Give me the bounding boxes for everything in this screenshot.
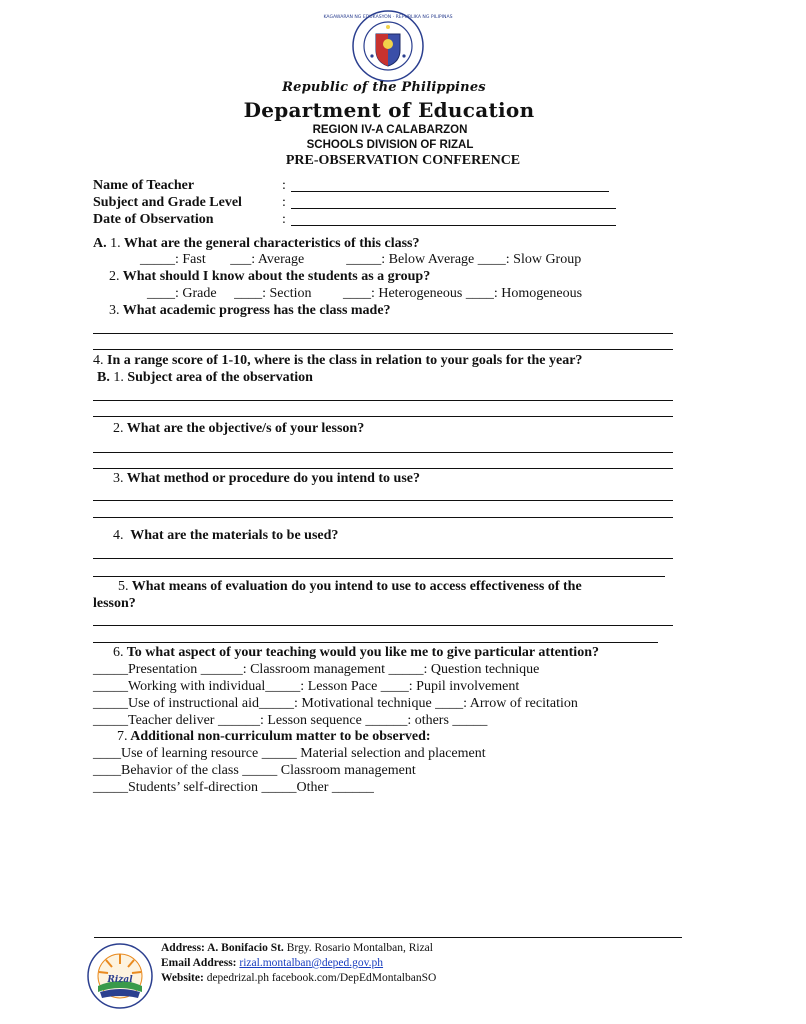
b6-option-row[interactable]: _____Teacher deliver ______: Lesson sequence ______: others _____	[93, 713, 488, 728]
question-b3: 3. What method or procedure do you intend to use?	[113, 471, 420, 486]
question-b6: 6. To what aspect of your teaching would you like me to give particular attention?	[113, 645, 599, 660]
answer-line[interactable]	[93, 625, 673, 626]
b7-option-row[interactable]: _____Students’ self-direction _____Other ______	[93, 780, 374, 795]
question-a1: A. 1. What are the general characteristics of this class?	[93, 236, 420, 251]
question-a3: 3. What academic progress has the class made?	[109, 303, 391, 318]
logo-text: Rizal	[107, 975, 133, 985]
answer-line[interactable]	[93, 576, 665, 577]
answer-line[interactable]	[93, 558, 673, 559]
footer-address: Address: A. Bonifacio St. Brgy. Rosario Montalban, Rizal	[161, 942, 433, 954]
department-heading: Department of Education	[243, 98, 535, 122]
answer-line[interactable]	[93, 517, 673, 518]
deped-seal-icon	[323, 10, 453, 82]
teacher-input-line[interactable]	[291, 191, 609, 192]
question-b7: 7. Additional non-curriculum matter to be observed:	[117, 729, 431, 744]
date-input-line[interactable]	[291, 225, 616, 226]
field-label-date: Date of Observation	[93, 212, 214, 227]
seal-text: KAGAWARAN NG EDUKASYON · REPUBLIKA NG PILIPINAS	[323, 15, 453, 20]
question-b5-cont: lesson?	[93, 596, 136, 611]
question-b4: 4. What are the materials to be used?	[113, 528, 339, 543]
field-colon: :	[282, 212, 286, 227]
footer-website: Website: depedrizal.ph facebook.com/DepEdMontalbanSO	[161, 972, 437, 984]
answer-line[interactable]	[93, 333, 673, 334]
answer-line[interactable]	[93, 452, 673, 453]
field-label-teacher: Name of Teacher	[93, 178, 195, 193]
b6-option-row[interactable]: _____Working with individual_____: Lesson Pace ____: Pupil involvement	[93, 679, 520, 694]
question-a2: 2. What should I know about the students as a group?	[109, 269, 431, 284]
division-logo-icon	[86, 940, 154, 1012]
region-heading: REGION IV-A CALABARZON	[312, 124, 468, 136]
answer-line[interactable]	[93, 400, 673, 401]
field-colon: :	[282, 195, 286, 210]
b7-option-row[interactable]: ____Use of learning resource _____ Material selection and placement	[93, 746, 486, 761]
field-colon: :	[282, 178, 286, 193]
question-b5: 5. What means of evaluation do you intend to use to access effectiveness of the	[118, 579, 582, 594]
a2-options[interactable]: ____: Grade ____: Section ____: Heterogeneous ____: Homogeneous	[140, 286, 583, 301]
email-link[interactable]: rizal.montalban@deped.gov.ph	[239, 957, 384, 969]
b6-option-row[interactable]: _____Use of instructional aid_____: Motivational technique ____: Arrow of recitation	[93, 696, 578, 711]
field-label-subject: Subject and Grade Level	[93, 195, 242, 210]
subject-input-line[interactable]	[291, 208, 616, 209]
question-b2: 2. What are the objective/s of your lesson?	[113, 421, 365, 436]
question-a4: 4. In a range score of 1-10, where is the class in relation to your goals for the year?	[93, 353, 583, 368]
republic-heading: Republic of the Philippines	[282, 80, 486, 95]
answer-line[interactable]	[93, 349, 673, 350]
footer-divider	[94, 937, 682, 938]
b6-option-row[interactable]: _____Presentation ______: Classroom management _____: Question technique	[93, 662, 540, 677]
a1-options[interactable]: _____: Fast ___: Average _____: Below Average ____: Slow Group	[140, 252, 582, 267]
b7-option-row[interactable]: ____Behavior of the class _____ Classroom management	[93, 763, 416, 778]
answer-line[interactable]	[93, 416, 673, 417]
answer-line[interactable]	[93, 500, 673, 501]
footer-email: Email Address: rizal.montalban@deped.gov.ph	[161, 957, 384, 969]
answer-line[interactable]	[93, 468, 673, 469]
answer-line[interactable]	[93, 642, 658, 643]
question-b1: B. 1. Subject area of the observation	[97, 370, 313, 385]
division-heading: SCHOOLS DIVISION OF RIZAL	[306, 139, 474, 151]
form-title: PRE-OBSERVATION CONFERENCE	[285, 153, 521, 168]
